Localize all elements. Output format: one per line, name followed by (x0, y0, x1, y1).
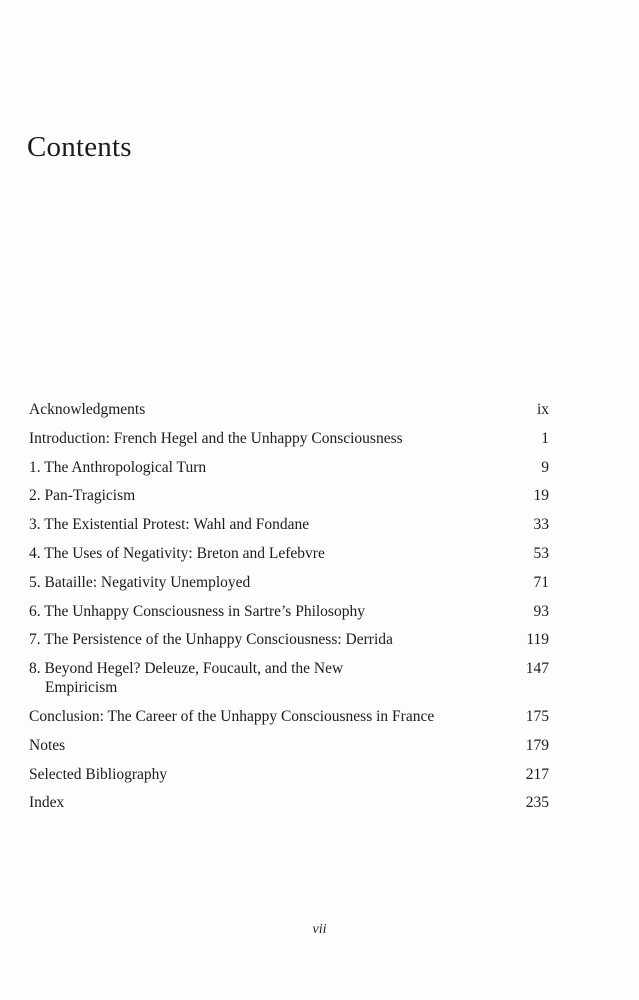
toc-entry-title: Introduction: French Hegel and the Unhappy Consciousness (29, 429, 403, 447)
toc-entry-title: 2. Pan-Tragicism (29, 487, 136, 505)
toc-entry-page: 147 (525, 660, 549, 678)
toc-entry-chapter-2 (29, 486, 549, 505)
toc-entry-page: 19 (533, 487, 549, 505)
toc-entry-page: 93 (533, 602, 549, 620)
toc-entry-introduction (29, 429, 549, 448)
toc-entry-title: Notes (29, 736, 66, 754)
toc-entry-page: 217 (525, 765, 549, 783)
toc-entry-title: Index (29, 794, 65, 812)
toc-entry-chapter-1 (29, 458, 549, 477)
toc-entry-page: 175 (525, 707, 549, 725)
toc-entry-chapter-6 (29, 602, 549, 621)
toc-entry-index (29, 793, 549, 812)
toc-entry-conclusion (29, 707, 549, 726)
toc-entry-title: 8. Beyond Hegel? Deleuze, Foucault, and the New (29, 660, 344, 678)
toc-entry-title: 7. The Persistence of the Unhappy Consciousness: Derrida (29, 631, 393, 649)
contents-heading: Contents (27, 131, 132, 163)
toc-entry-page: ix (536, 401, 549, 418)
toc-entry-title: Conclusion: The Career of the Unhappy Consciousness in France (29, 707, 435, 725)
toc-entry-bibliography (29, 765, 549, 784)
toc-entry-page: 119 (526, 631, 549, 649)
toc-entry-title-continuation: Empiricism (45, 679, 118, 697)
toc-entry-page: 179 (525, 736, 549, 754)
toc-entry-chapter-7 (29, 630, 549, 649)
toc-entry-chapter-4 (29, 544, 549, 563)
toc-entry-title: Acknowledgments (29, 401, 146, 418)
toc-entry-acknowledgments (29, 400, 549, 419)
toc-entry-chapter-3 (29, 515, 549, 534)
toc-entry-page: 1 (541, 429, 549, 447)
toc-entry-page: 235 (525, 794, 549, 812)
toc-entry-page: 33 (533, 516, 549, 534)
toc-entry-page: 71 (533, 573, 549, 591)
toc-entry-chapter-5 (29, 573, 549, 592)
toc-entry-title: 1. The Anthropological Turn (29, 458, 207, 476)
toc-entry-title: Selected Bibliography (29, 765, 168, 783)
page-number: vii (312, 922, 327, 937)
toc-entry-page: 9 (541, 458, 549, 476)
toc-entry-notes (29, 736, 549, 755)
toc-entry-page: 53 (533, 544, 549, 562)
toc-entry-chapter-8 (29, 659, 549, 697)
toc-entry-title-block (29, 659, 343, 697)
toc-entry-title: 5. Bataille: Negativity Unemployed (29, 573, 251, 591)
toc-entry-title: 3. The Existential Protest: Wahl and Fondane (29, 516, 310, 534)
table-of-contents (29, 400, 549, 822)
toc-entry-title: 4. The Uses of Negativity: Breton and Lefebvre (29, 544, 325, 562)
toc-entry-title: 6. The Unhappy Consciousness in Sartre’s Philosophy (29, 602, 365, 620)
